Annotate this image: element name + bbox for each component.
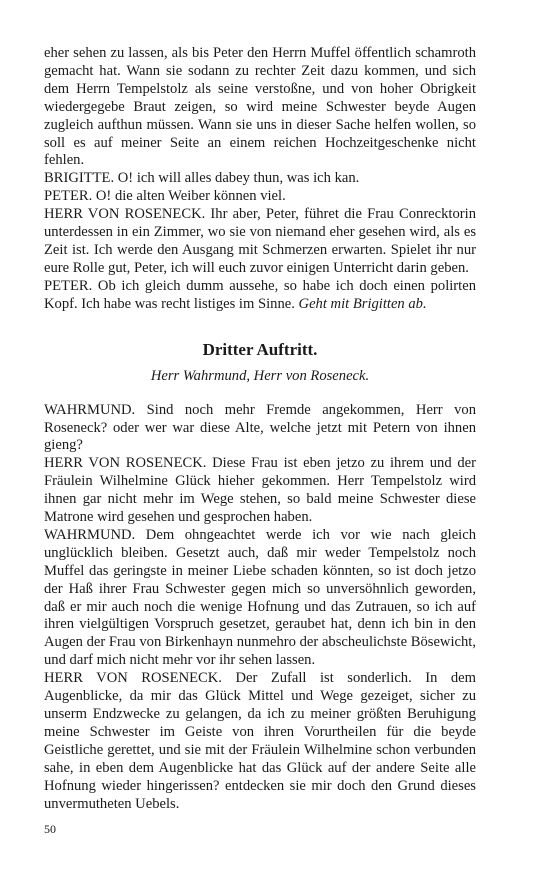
page-number: 50 [44, 822, 56, 836]
stage-direction: Geht mit Brigitten ab. [298, 295, 427, 312]
paragraph-peter: PETER. O! die alten Weiber können viel. [44, 188, 286, 205]
paragraph-roseneck-2: HERR VON ROSENECK. Der Zufall ist sonderlich. In dem Augenblicke, da mir das Glück Mittel und Wege gezeiget, sicher zu unserm Endzwecke zu gelangen, da ich zu meiner größten Beruhigung meine Schwester im Geiste von ihren Vorurtheilen für die beyde Geistliche gerettet, und sie mit der Fräulein Wilhelmine schon verbunden sahe, in eben dem Augenblicke hat das Glück auf der andere Seite alle Hofnung wieder hingerissen? entdecken sie mir doch den Grund dieses unvermutheten Uebels. [44, 670, 476, 812]
paragraph-roseneck-1: HERR VON ROSENECK. Diese Frau ist eben jetzo zu ihrem und der Fräulein Wilhelmine Glück hieher gekommen. Herr Tempelstolz wird ihnen gar nicht mehr im Wege stehen, so bald meine Schwester diese Matrone wird gesehen und gesprochen haben. [44, 455, 476, 526]
paragraph-wahrmund-1: WAHRMUND. Sind noch mehr Fremde angekommen, Herr von Roseneck? oder wer war diese Alte, welche jetzt mit Petern von ihnen gieng? [44, 401, 476, 454]
scene-title: Dritter Auftritt. [202, 339, 318, 359]
paragraph-roseneck: HERR VON ROSENECK. Ihr aber, Peter, führet die Frau Conrecktorin unterdessen in ein Zimmer, wo sie von niemand eher gesehen wird, als es Zeit ist. Ich werde den Ausgang mit Schmerzen erwarten. Spielet ihr nur eure Rolle gut, Peter, ich will euch zuvor einigen Unterricht darin geben. [44, 206, 476, 276]
scene-cast: Herr Wahrmund, Herr von Roseneck. [150, 367, 370, 384]
paragraph-continuation: eher sehen zu lassen, als bis Peter den Herrn Muffel öffentlich schamroth gemacht hat. Wann sie sodann zu rechter Zeit dazu kommen, und sich dem Herrn Tempelstolz als seine verstoßne, und von hoher Obrigkeit wiedergegebe Braut zeigen, so wird meine Schwester beyde Augen zugleich aufthun müssen. Wann sie uns in dieser Sache helfen wollen, so soll es auf meiner Seite an einem reichen Hochzeitgeschenke nicht fehlen. [44, 45, 476, 169]
book-page [44, 45, 476, 813]
paragraph-wahrmund-2: WAHRMUND. Dem ohngeachtet werde ich vor wie nach gleich unglücklich bleiben. Gesetzt auch, daß mir weder Tempelstolz noch Muffel das geringste in meiner Liebe schaden könnten, so ist doch jetzo der Haß ihrer Frau Schwester gegen mich so unversöhnlich geworden, daß er mir auch noch die wenige Hofnung und das Zutrauen, so ich auf ihren vielgültigen Vorspruch gesetzet, geraubet hat, denn ich bin in den Augen der Frau von Birkenhayn nunmehro der abscheulichste Bösewicht, und darf mich nicht mehr vor ihr sehen lassen. [44, 526, 476, 669]
scene-body [44, 402, 476, 814]
paragraph-brigitte: BRIGITTE. O! ich will alles dabey thun, was ich kan. [44, 170, 360, 187]
paragraph-peter-exit [44, 278, 476, 314]
peter-speech-text: PETER. Ob ich gleich dumm aussehe, so habe ich doch einen polirten Kopf. Ich habe was recht listiges im Sinne. [44, 277, 476, 312]
